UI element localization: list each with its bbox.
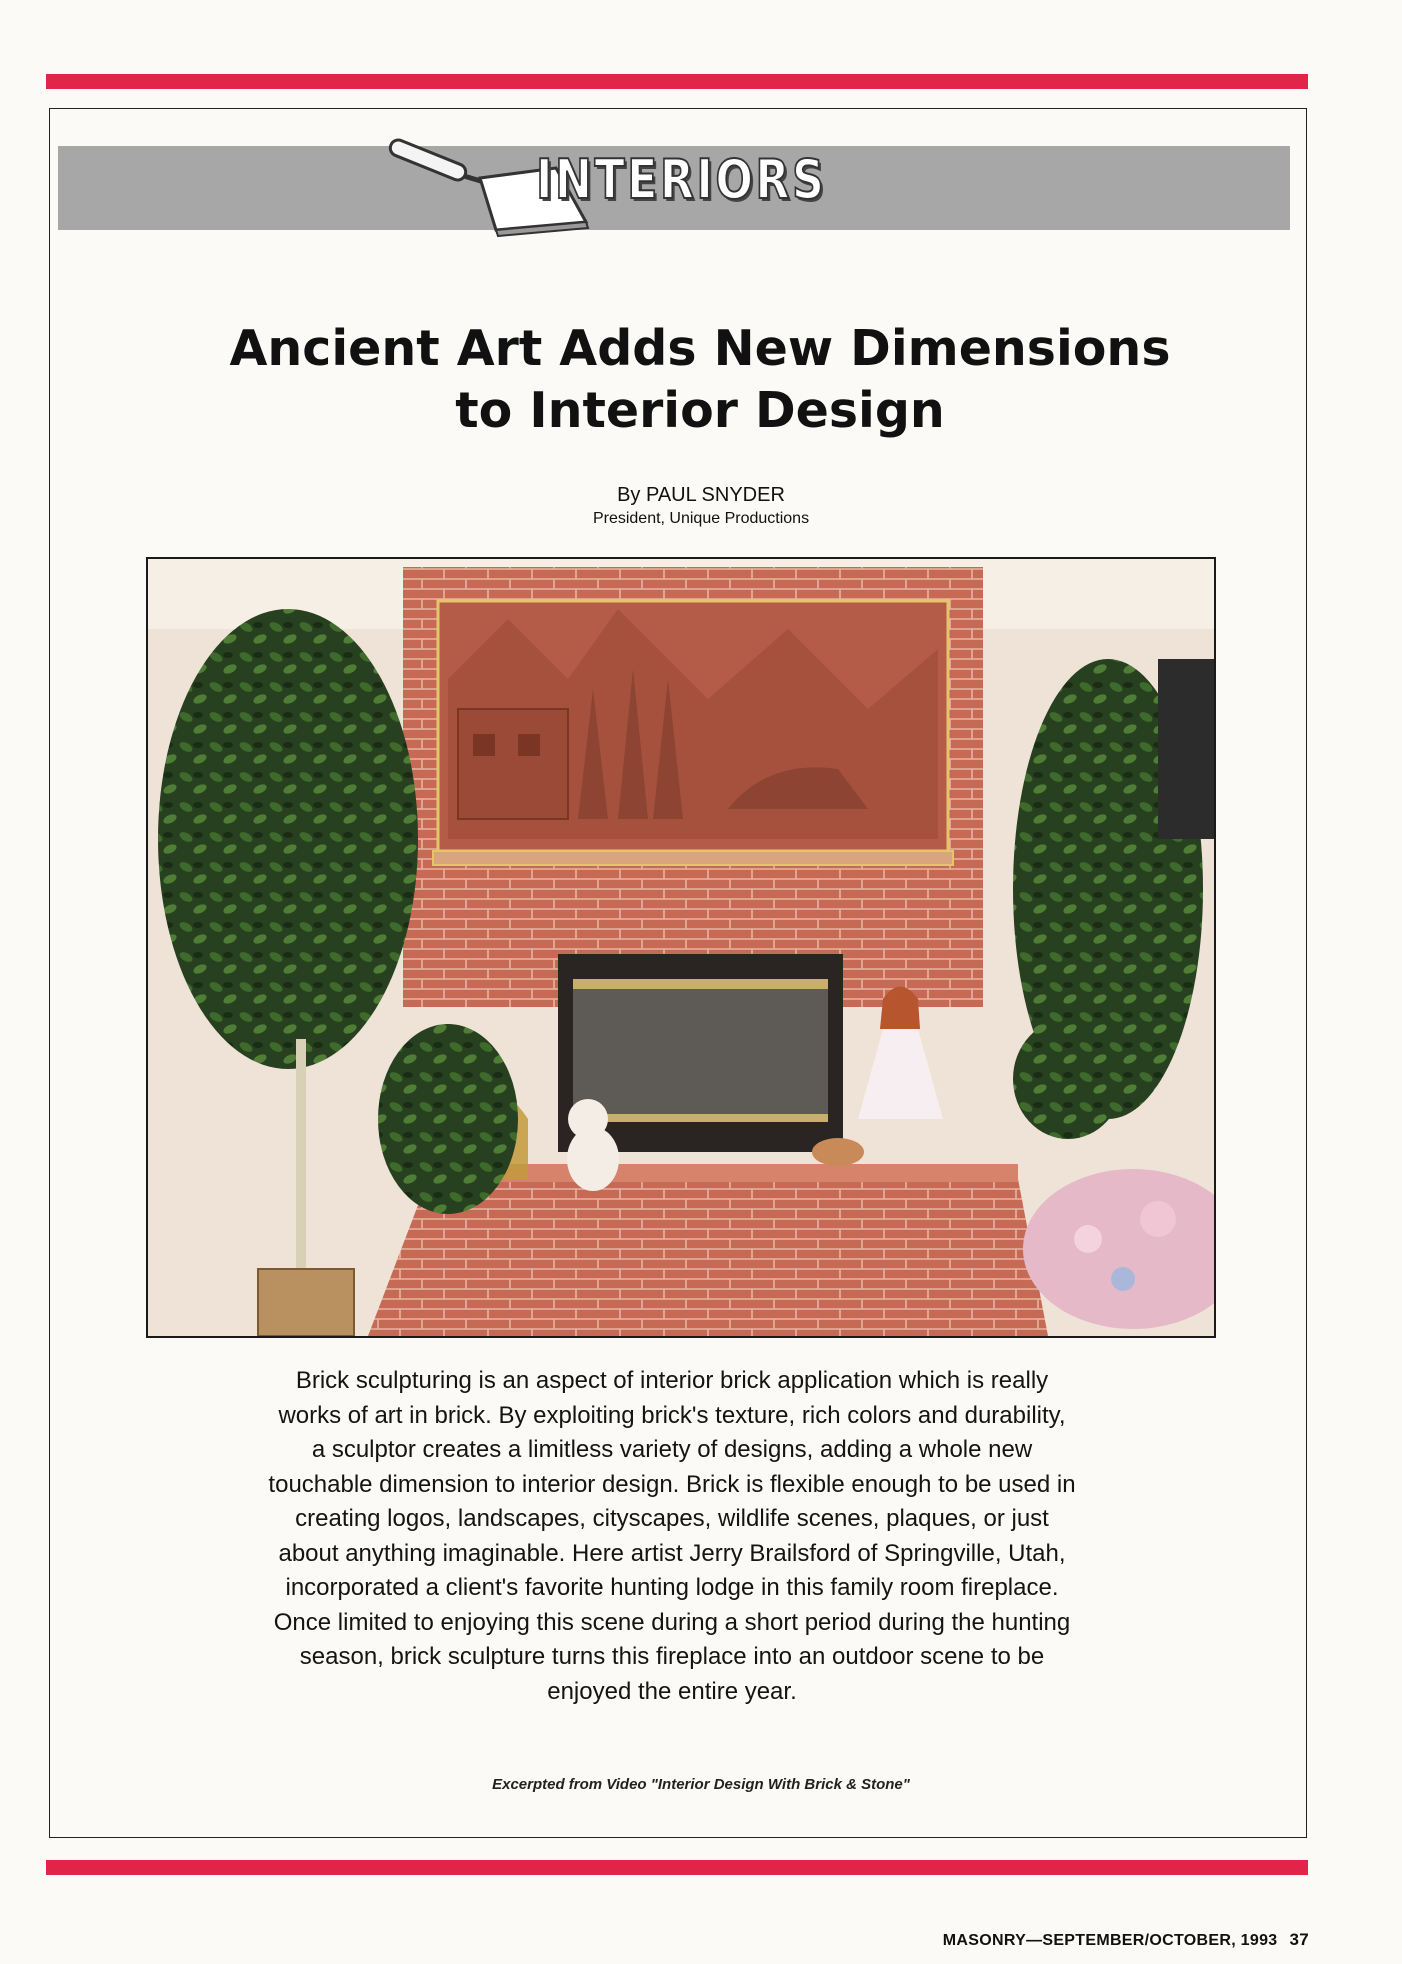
body-line: Once limited to enjoying this scene during a short period during the hunting	[273, 1608, 1071, 1636]
folio-text: MASONRY—SEPTEMBER/OCTOBER, 1993	[942, 1932, 1278, 1949]
body-line: Brick sculpturing is an aspect of interior brick application which is really	[295, 1367, 1049, 1394]
top-red-rule	[46, 74, 1308, 89]
page-folio	[943, 1930, 1309, 1950]
body-line: season, brick sculpture turns this fireplace into an outdoor scene to be	[299, 1643, 1045, 1670]
body-line: a sculptor creates a limitless variety of designs, adding a whole new	[311, 1436, 1033, 1463]
body-line: enjoyed the entire year.	[547, 1677, 797, 1705]
body-line: creating logos, landscapes, cityscapes, wildlife scenes, plaques, or just	[295, 1505, 1049, 1532]
body-line: incorporated a client's favorite hunting lodge in this family room fireplace.	[285, 1574, 1059, 1601]
fireplace-photo	[146, 557, 1216, 1338]
byline: By PAUL SNYDER	[617, 484, 785, 506]
author-title: President, Unique Productions	[592, 510, 810, 527]
section-title: INTERIORS	[536, 148, 827, 211]
headline-line-1: Ancient Art Adds New Dimensions	[229, 320, 1171, 377]
article-body	[142, 1364, 1202, 1709]
article-headline	[100, 318, 1300, 442]
headline-line-2: to Interior Design	[455, 382, 945, 439]
body-line: touchable dimension to interior design. Brick is flexible enough to be used in	[268, 1470, 1076, 1498]
page-number: 37	[1289, 1930, 1309, 1949]
video-credit: Excerpted from Video "Interior Design With Brick & Stone"	[492, 1776, 910, 1793]
body-line: works of art in brick. By exploiting brick's texture, rich colors and durability,	[278, 1401, 1066, 1429]
body-line: about anything imaginable. Here artist Jerry Brailsford of Springville, Utah,	[278, 1539, 1066, 1567]
bottom-red-rule	[46, 1860, 1308, 1875]
